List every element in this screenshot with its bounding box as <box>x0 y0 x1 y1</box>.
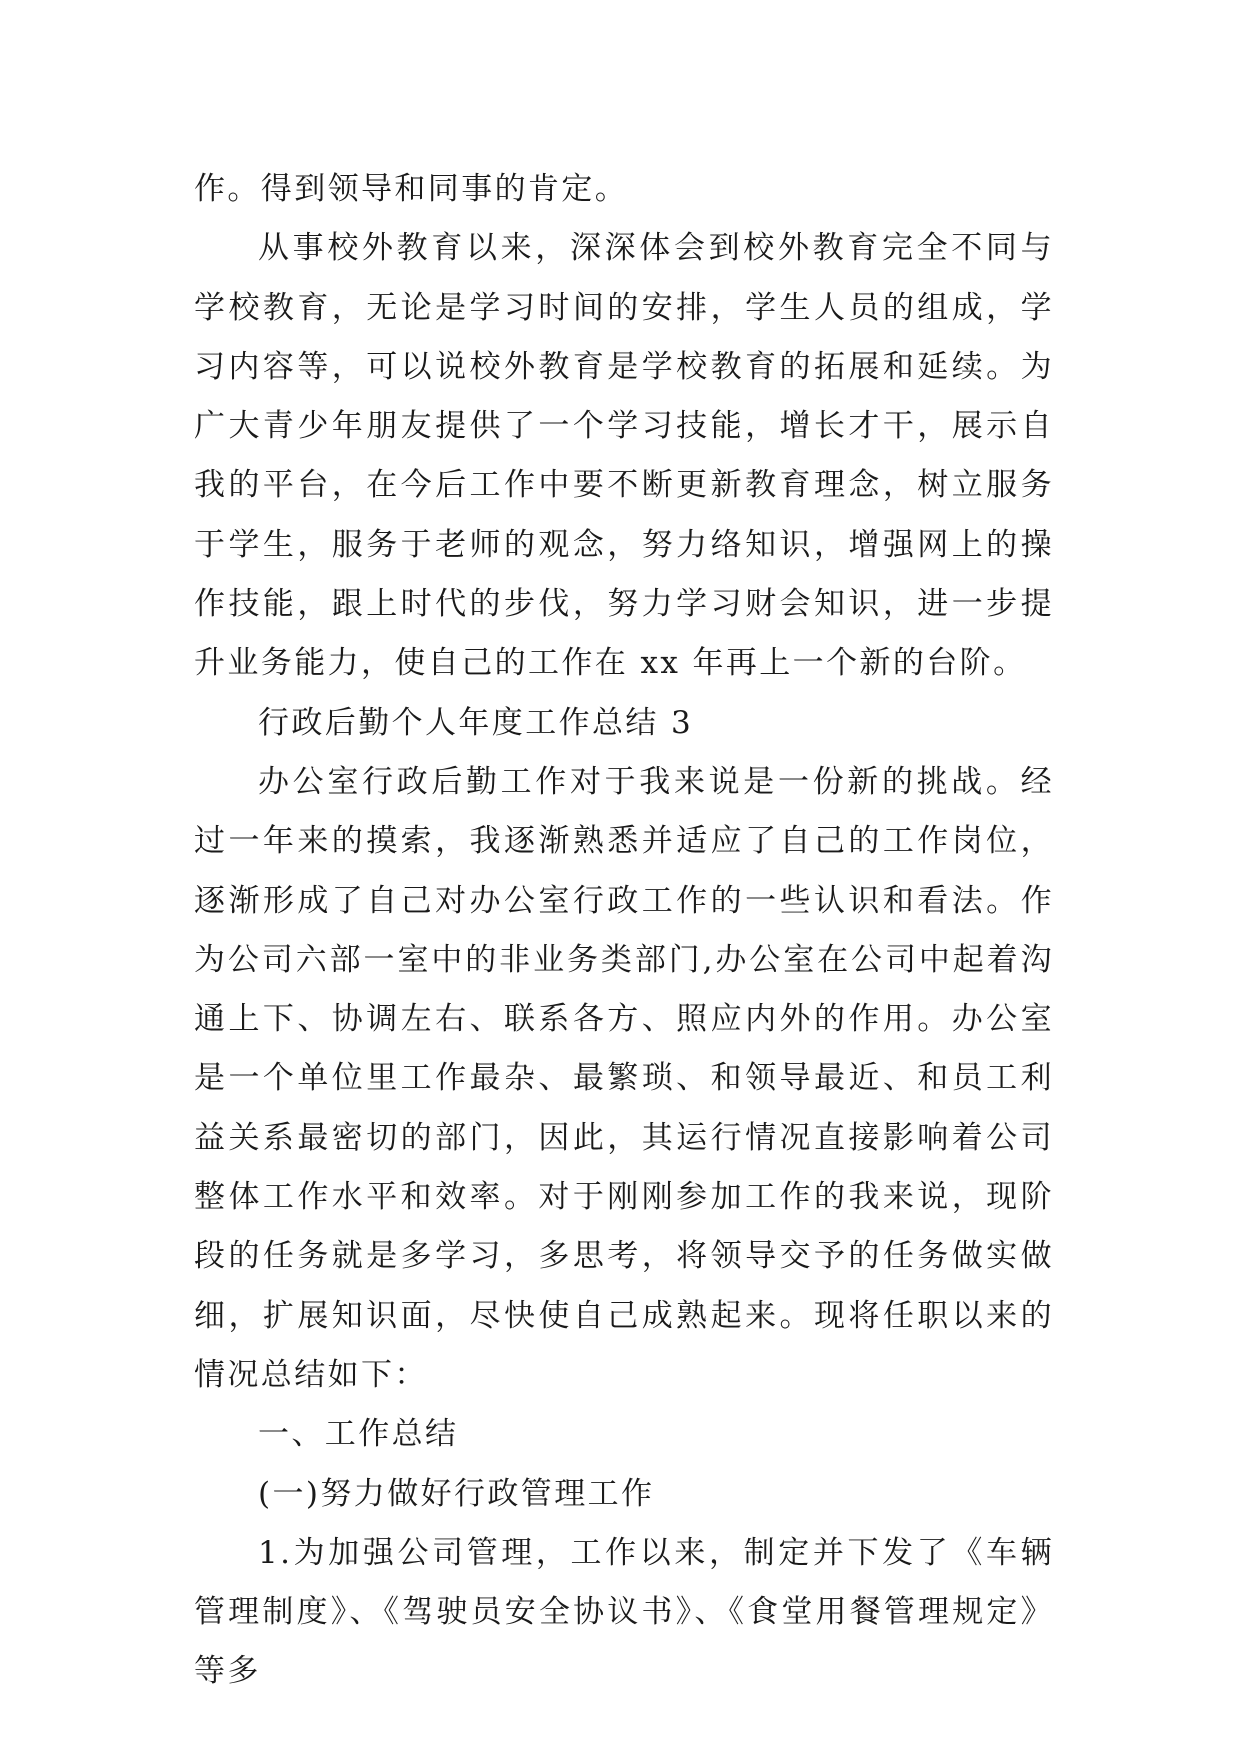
paragraph-extracurricular-education: 从事校外教育以来，深深体会到校外教育完全不同与学校教育，无论是学习时间的安排，学生人员的组成，学习内容等，可以说校外教育是学校教育的拓展和延续。为广大青少年朋友提供了一个学习技能，增长才干，展示自我的平台，在今后工作中要不断更新教育理念，树立服务于学生，服务于老师的观念，努力络知识，增强网上的操作技能，跟上时代的步伐，努力学习财会知识，进一步提升业务能力，使自己的工作在 xx 年再上一个新的台阶。 <box>194 230 1054 682</box>
paragraph-continuation: 作。得到领导和同事的肯定。 <box>194 171 629 207</box>
heading-work-summary: 一、工作总结 <box>258 1416 459 1453</box>
document-body <box>194 160 1054 1702</box>
section-heading-summary-3: 行政后勤个人年度工作总结 3 <box>258 704 694 741</box>
paragraph-office-admin: 办公室行政后勤工作对于我来说是一份新的挑战。经过一年来的摸索，我逐渐熟悉并适应了自己的工作岗位，逐渐形成了自己对办公室行政工作的一些认识和看法。作为公司六部一室中的非业务类部门,办公室在公司中起着沟通上下、协调左右、联系各方、照应内外的作用。办公室是一个单位里工作最杂、最繁琐、和领导最近、和员工利益关系最密切的部门，因此，其运行情况直接影响着公司整体工作水平和效率。对于刚刚参加工作的我来说，现阶段的任务就是多学习，多思考，将领导交予的任务做实做细，扩展知识面，尽快使自己成熟起来。现将任职以来的情况总结如下： <box>194 763 1054 1393</box>
subheading-admin-management: (一)努力做好行政管理工作 <box>258 1475 655 1512</box>
list-item-1: 1.为加强公司管理，工作以来，制定并下发了《车辆管理制度》、《驾驶员安全协议书》、《食堂用餐管理规定》等多 <box>194 1534 1054 1690</box>
